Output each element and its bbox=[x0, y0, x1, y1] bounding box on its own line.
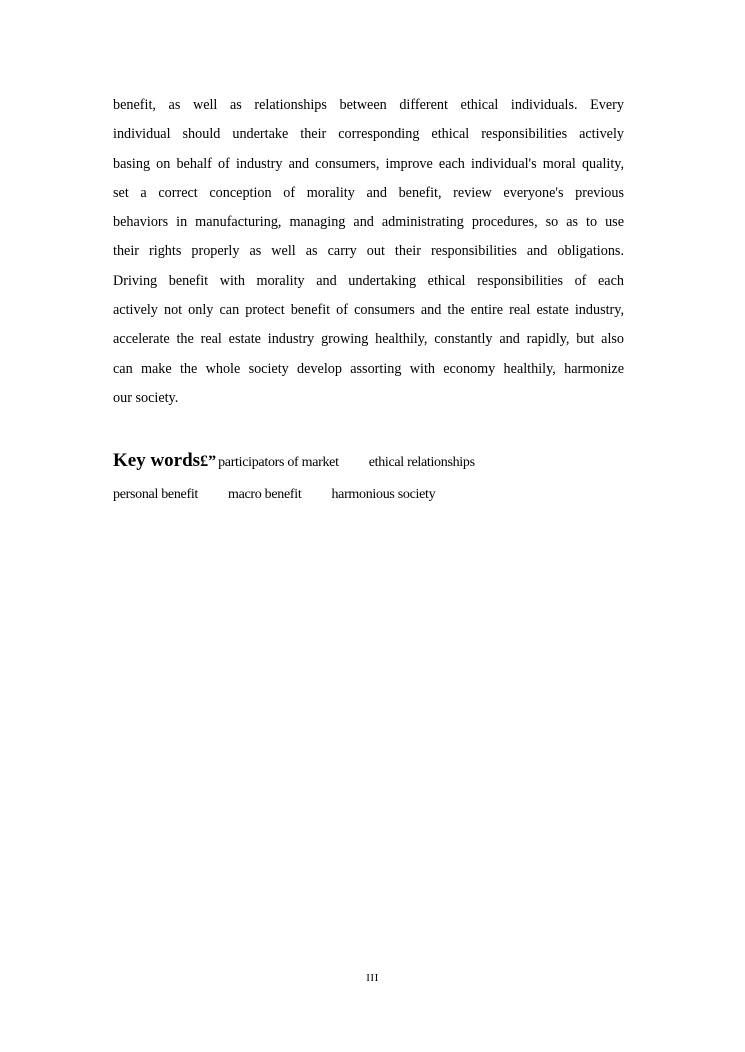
keywords-row bbox=[113, 478, 633, 512]
abstract-line: accelerate the real estate industry growing healthily, constantly and rapidly, but also bbox=[113, 331, 624, 348]
abstract-line: our society. bbox=[113, 389, 179, 406]
keyword-item: personal benefit bbox=[113, 487, 198, 502]
page-number: III bbox=[366, 972, 379, 984]
keyword-item: macro benefit bbox=[228, 487, 302, 502]
abstract-line: behaviors in manufacturing, managing and administrating procedures, so as to use bbox=[113, 214, 624, 231]
keywords-separator: £” bbox=[200, 453, 217, 470]
abstract-line: benefit, as well as relationships between different ethical individuals. Every bbox=[113, 97, 624, 113]
keywords-row bbox=[113, 444, 633, 478]
abstract-line: basing on behalf of industry and consumers, improve each individual's moral quality, bbox=[113, 155, 624, 172]
keyword-item: ethical relationships bbox=[368, 455, 475, 470]
abstract-line: can make the whole society develop assorting with economy healthily, harmonize bbox=[113, 360, 624, 377]
abstract-line: Driving benefit with morality and undertaking ethical responsibilities of each bbox=[113, 272, 624, 289]
abstract-line: set a correct conception of morality and benefit, review everyone's previous bbox=[113, 184, 624, 201]
abstract-line: individual should undertake their corresponding ethical responsibilities actively bbox=[113, 126, 624, 143]
abstract-paragraph bbox=[113, 91, 624, 413]
keyword-item: participators of market bbox=[218, 455, 339, 470]
keyword-item: harmonious society bbox=[331, 487, 436, 502]
abstract-line: actively not only can protect benefit of consumers and the entire real estate industry, bbox=[113, 302, 624, 319]
keywords-section bbox=[113, 444, 633, 512]
abstract-line: their rights properly as well as carry out their responsibilities and obligations. bbox=[113, 243, 624, 260]
keywords-label: Key words bbox=[113, 450, 201, 471]
